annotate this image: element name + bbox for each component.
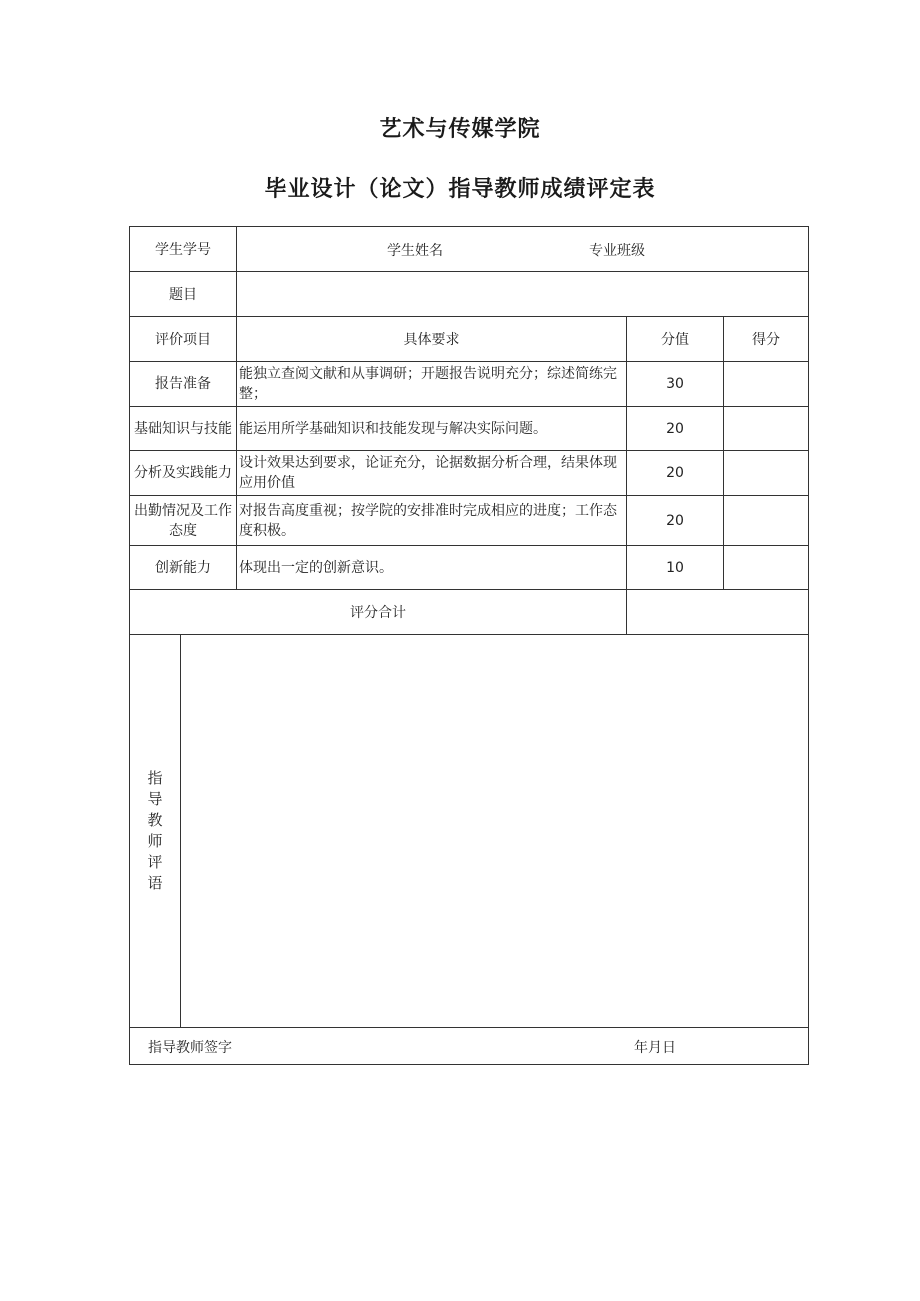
signature-label: 指导教师签字	[148, 1040, 232, 1056]
criterion-points: 20	[627, 451, 724, 496]
student-info-row	[130, 227, 809, 272]
header-requirement: 具体要求	[237, 317, 627, 362]
table-row	[130, 546, 809, 590]
table-row	[130, 451, 809, 496]
criterion-score-cell[interactable]	[724, 546, 809, 590]
class-label: 专业班级	[589, 243, 645, 259]
criterion-points: 20	[627, 407, 724, 451]
date-label: 年月日	[634, 1040, 676, 1056]
comment-label-cell	[130, 635, 181, 1028]
criterion-item: 报告准备	[130, 362, 237, 407]
criterion-item: 分析及实践能力	[130, 451, 237, 496]
topic-row	[130, 272, 809, 317]
criterion-item: 基础知识与技能	[130, 407, 237, 451]
header-item: 评价项目	[130, 317, 237, 362]
criterion-requirement: 对报告高度重视；按学院的安排准时完成相应的进度；工作态度积极。	[237, 496, 627, 546]
signature-cell[interactable]	[130, 1028, 809, 1065]
criterion-item: 出勤情况及工作态度	[130, 496, 237, 546]
student-name-label: 学生姓名	[387, 243, 443, 259]
criterion-requirement: 能运用所学基础知识和技能发现与解决实际问题。	[237, 407, 627, 451]
student-id-cell[interactable]	[237, 227, 809, 272]
form-title: 毕业设计（论文）指导教师成绩评定表	[264, 177, 656, 202]
criterion-score-cell[interactable]	[724, 451, 809, 496]
criterion-requirement: 设计效果达到要求，论证充分，论据数据分析合理，结果体现应用价值	[237, 451, 627, 496]
criterion-points: 20	[627, 496, 724, 546]
topic-label: 题目	[130, 272, 237, 317]
criterion-points: 10	[627, 546, 724, 590]
comment-area[interactable]	[181, 635, 809, 1028]
total-row	[130, 590, 809, 635]
criterion-score-cell[interactable]	[724, 362, 809, 407]
header-points: 分值	[627, 317, 724, 362]
criterion-requirement: 体现出一定的创新意识。	[237, 546, 627, 590]
evaluation-table	[129, 226, 809, 1065]
table-row	[130, 362, 809, 407]
topic-cell[interactable]	[237, 272, 809, 317]
student-id-label: 学生学号	[130, 227, 237, 272]
criterion-score-cell[interactable]	[724, 496, 809, 546]
table-row	[130, 496, 809, 546]
criterion-points: 30	[627, 362, 724, 407]
school-title: 艺术与传媒学院	[379, 117, 541, 142]
comment-label: 指导教师评语	[147, 769, 163, 892]
table-header-row	[130, 317, 809, 362]
criterion-item: 创新能力	[130, 546, 237, 590]
total-label: 评分合计	[130, 590, 627, 635]
criterion-requirement: 能独立查阅文献和从事调研；开题报告说明充分；综述简练完整；	[237, 362, 627, 407]
signature-row	[130, 1028, 809, 1065]
total-value-cell[interactable]	[627, 590, 809, 635]
header-score: 得分	[724, 317, 809, 362]
comment-row	[130, 635, 809, 1028]
criterion-score-cell[interactable]	[724, 407, 809, 451]
table-row	[130, 407, 809, 451]
